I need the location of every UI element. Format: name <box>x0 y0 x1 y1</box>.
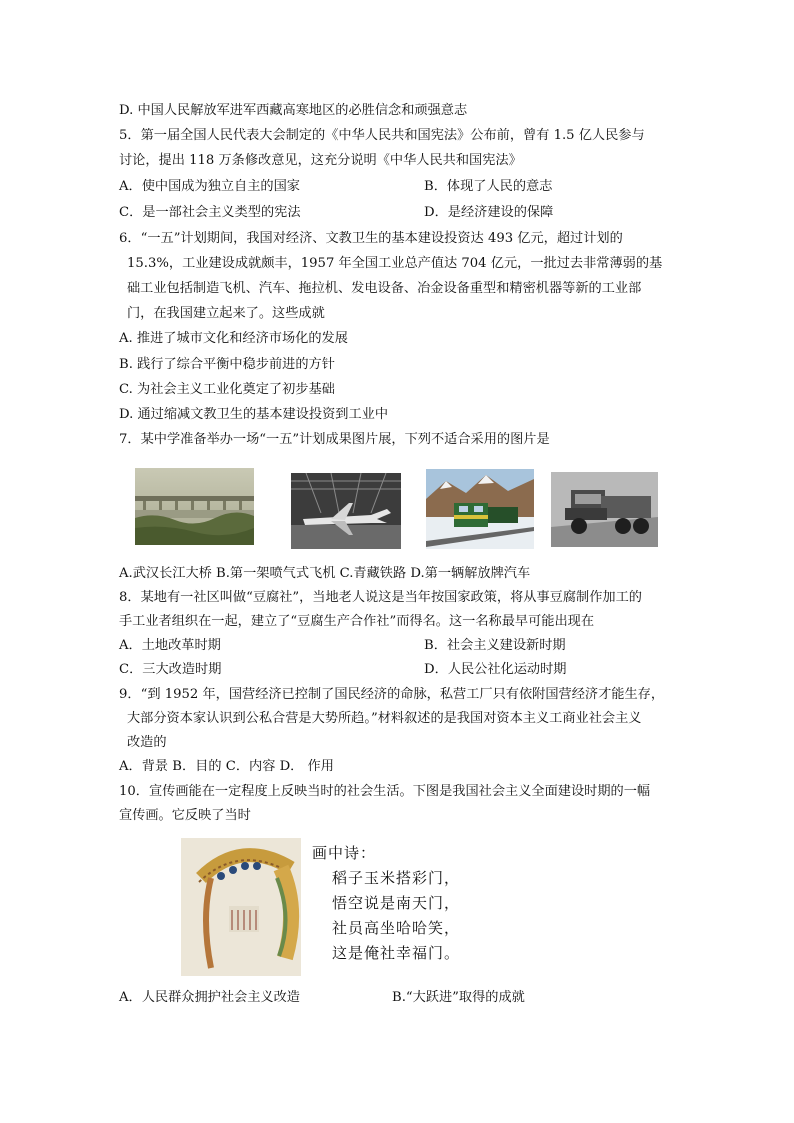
q8-stem-line1: 8．某地有一社区叫做“豆腐社”，当地老人说这是当年按国家政策，将从事豆腐制作加工的 <box>119 590 642 605</box>
q10-stem-line2: 宣传画。它反映了当时 <box>119 808 251 823</box>
q5-option-b: B．体现了人民的意志 <box>424 179 553 194</box>
railway-train-photo <box>426 469 534 549</box>
q6-stem-line2: 15.3%，工业建设成就颇丰，1957 年全国工业总产值达 704 亿元，一批过去非常薄弱的基 <box>127 256 663 271</box>
q4-option-d: D. 中国人民解放军进军西藏高寒地区的必胜信念和顽强意志 <box>119 103 468 118</box>
q6-stem-line4: 门，在我国建立起来了。这些成就 <box>127 306 325 321</box>
propaganda-poster-image <box>181 838 301 976</box>
q9-stem-line3: 改造的 <box>127 735 167 750</box>
q7-options: A.武汉长江大桥 B.第一架喷气式飞机 C.青藏铁路 D.第一辆解放牌汽车 <box>119 566 531 581</box>
q10-stem-line1: 10．宣传画能在一定程度上反映当时的社会生活。下图是我国社会主义全面建设时期的一幅 <box>119 784 651 799</box>
q9-stem-line1: 9．“到 1952 年，国营经济已控制了国民经济的命脉，私营工厂只有依附国营经济才能生存， <box>119 687 665 702</box>
q6-stem-line1: 6．“一五”计划期间，我国对经济、文教卫生的基本建设投资达 493 亿元，超过计划的 <box>119 231 623 246</box>
q10-option-b: B.“大跃进”取得的成就 <box>392 990 525 1005</box>
poster-poem-line4: 这是俺社幸福门。 <box>332 944 461 962</box>
q5-stem-line1: 5．第一届全国人民代表大会制定的《中华人民共和国宪法》公布前，曾有 1.5 亿人民参与 <box>119 128 645 143</box>
q5-option-c: C．是一部社会主义类型的宪法 <box>119 205 301 220</box>
truck-photo <box>551 472 658 547</box>
poster-poem-line1: 稻子玉米搭彩门， <box>332 869 461 887</box>
q7-stem: 7．某中学准备举办一场“一五”计划成果图片展，下列不适合采用的图片是 <box>119 432 550 447</box>
q5-option-a: A．使中国成为独立自主的国家 <box>119 179 300 194</box>
q9-options: A．背景 B．目的 C．内容 D． 作用 <box>119 759 334 774</box>
q8-option-a: A．土地改革时期 <box>119 638 221 653</box>
q5-option-d: D．是经济建设的保障 <box>424 205 554 220</box>
q8-option-c: C．三大改造时期 <box>119 662 222 677</box>
q8-stem-line2: 手工业者组织在一起，建立了“豆腐生产合作社”而得名。这一名称最早可能出现在 <box>119 614 595 629</box>
q5-stem-line2: 讨论，提出 118 万条修改意见，这充分说明《中华人民共和国宪法》 <box>119 153 522 168</box>
q6-option-a: A. 推进了城市文化和经济市场化的发展 <box>119 331 348 346</box>
q6-option-c: C. 为社会主义工业化奠定了初步基础 <box>119 382 335 397</box>
q8-option-b: B．社会主义建设新时期 <box>424 638 566 653</box>
q6-option-d: D. 通过缩减文教卫生的基本建设投资到工业中 <box>119 407 389 422</box>
poster-poem-line2: 悟空说是南天门， <box>332 894 461 912</box>
bridge-photo <box>135 468 254 545</box>
q6-stem-line3: 础工业包括制造飞机、汽车、拖拉机、发电设备、冶金设备重型和精密机器等新的工业部 <box>127 281 642 296</box>
q10-option-a: A．人民群众拥护社会主义改造 <box>119 990 300 1005</box>
poster-poem-line3: 社员高坐哈哈笑， <box>332 919 461 937</box>
q6-option-b: B. 践行了综合平衡中稳步前进的方针 <box>119 357 335 372</box>
q9-stem-line2: 大部分资本家认识到公私合营是大势所趋。”材料叙述的是我国对资本主义工商业社会主义 <box>127 711 642 726</box>
q8-option-d: D．人民公社化运动时期 <box>424 662 567 677</box>
jet-aircraft-photo <box>291 473 401 549</box>
poster-poem-title: 画中诗： <box>312 844 377 862</box>
